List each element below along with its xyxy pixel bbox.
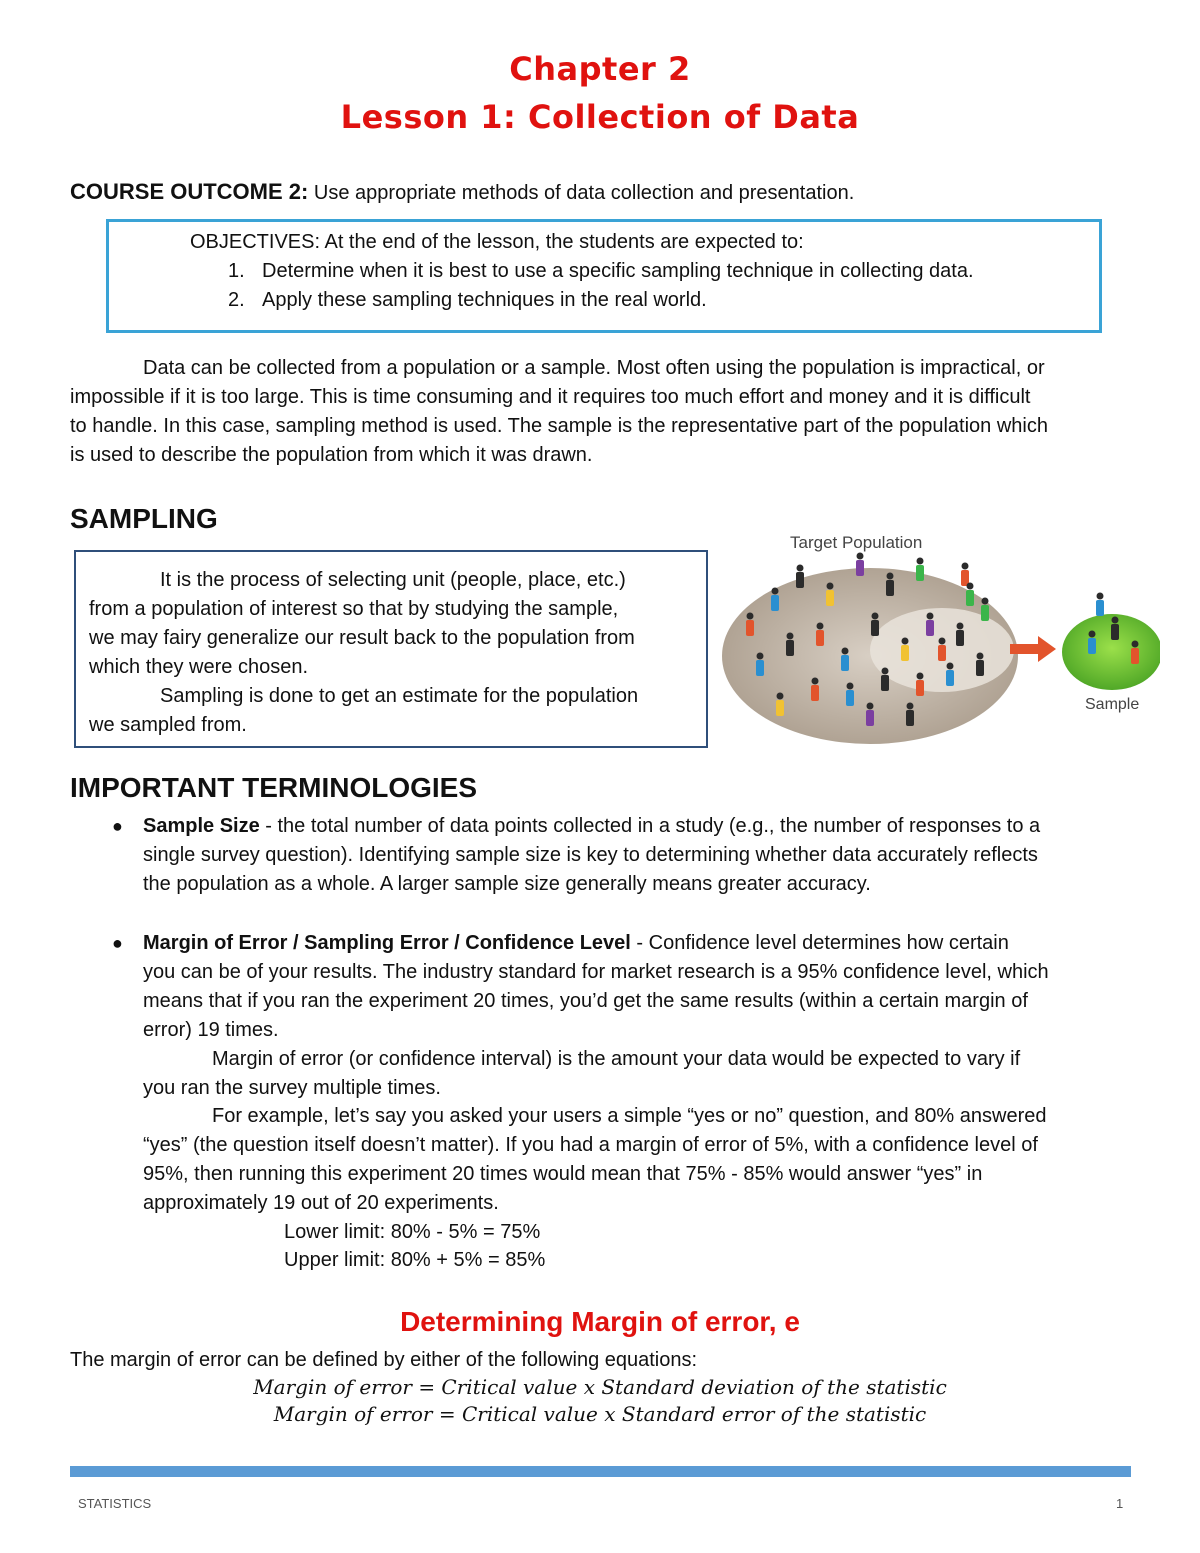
term-line: you ran the survey multiple times. xyxy=(143,1077,441,1099)
person-figure xyxy=(881,675,889,691)
person-head xyxy=(957,623,964,630)
person-figure xyxy=(1088,638,1096,654)
sampling-line: which they were chosen. xyxy=(89,656,309,678)
sample-size-def: - the total number of data points collected in a study (e.g., the number of responses to a xyxy=(259,815,1041,837)
person-head xyxy=(812,678,819,685)
person-head xyxy=(902,638,909,645)
margin-term: Margin of Error / Sampling Error / Confidence Level xyxy=(143,932,631,954)
bullet-icon: ● xyxy=(112,933,123,953)
person-figure xyxy=(1111,624,1119,640)
person-head xyxy=(772,588,779,595)
objective-number: 1. xyxy=(228,260,245,282)
objective-number: 2. xyxy=(228,289,245,311)
person-head xyxy=(977,653,984,660)
sampling-line: It is the process of selecting unit (people, place, etc.) xyxy=(160,569,626,591)
person-head xyxy=(982,598,989,605)
person-head xyxy=(1097,593,1104,600)
term-line: “yes” (the question itself doesn’t matter). If you had a margin of error of 5%, with a confidence level of xyxy=(143,1134,1038,1156)
lower-limit: Lower limit: 80% - 5% = 75% xyxy=(284,1221,541,1243)
person-head xyxy=(867,703,874,710)
lesson-title: Lesson 1: Collection of Data xyxy=(340,98,860,136)
person-head xyxy=(917,558,924,565)
person-head xyxy=(967,583,974,590)
person-head xyxy=(1132,641,1139,648)
term-line: 95%, then running this experiment 20 times would mean that 75% - 85% would answer “yes” in xyxy=(143,1163,983,1185)
person-head xyxy=(842,648,849,655)
sampling-heading: SAMPLING xyxy=(70,503,218,534)
objective-item: Determine when it is best to use a specific sampling technique in collecting data. xyxy=(262,260,974,282)
sampling-line: from a population of interest so that by studying the sample, xyxy=(89,598,619,620)
person-head xyxy=(857,553,864,560)
term-line: For example, let’s say you asked your users a simple “yes or no” question, and 80% answered xyxy=(212,1105,1047,1127)
objectives-intro: OBJECTIVES: At the end of the lesson, the students are expected to: xyxy=(190,231,804,253)
target-population-label: Target Population xyxy=(790,533,923,552)
person-figure xyxy=(746,620,754,636)
person-figure xyxy=(866,710,874,726)
person-figure xyxy=(916,565,924,581)
person-figure xyxy=(926,620,934,636)
chapter-title: Chapter 2 xyxy=(509,50,691,88)
person-figure xyxy=(816,630,824,646)
person-figure xyxy=(886,580,894,596)
term-line xyxy=(143,812,1040,841)
person-head xyxy=(887,573,894,580)
person-figure xyxy=(846,690,854,706)
term-line: single survey question). Identifying sample size is key to determining whether data accurately reflects xyxy=(143,844,1038,866)
sample-size-term: Sample Size xyxy=(143,815,260,837)
term-line: means that if you ran the experiment 20 times, you’d get the same results (within a certain margin of xyxy=(143,990,1028,1012)
person-figure xyxy=(856,560,864,576)
determining-heading: Determining Margin of error, e xyxy=(400,1306,800,1337)
person-figure xyxy=(826,590,834,606)
person-head xyxy=(882,668,889,675)
sampling-line: Sampling is done to get an estimate for the population xyxy=(160,685,639,707)
footer-label: STATISTICS xyxy=(78,1496,152,1511)
person-head xyxy=(962,563,969,570)
person-figure xyxy=(901,645,909,661)
term-line xyxy=(143,929,1009,958)
sampling-line: we sampled from. xyxy=(89,714,247,736)
person-figure xyxy=(1096,600,1104,616)
person-figure xyxy=(966,590,974,606)
person-figure xyxy=(956,630,964,646)
person-head xyxy=(939,638,946,645)
person-figure xyxy=(771,595,779,611)
person-figure xyxy=(916,680,924,696)
person-head xyxy=(757,653,764,660)
determining-intro: The margin of error can be defined by either of the following equations: xyxy=(70,1349,698,1371)
sample-ellipse xyxy=(1062,614,1160,690)
person-head xyxy=(1112,617,1119,624)
terminologies-heading: IMPORTANT TERMINOLOGIES xyxy=(70,772,478,803)
person-head xyxy=(1089,631,1096,638)
course-outcome-label: COURSE OUTCOME 2: xyxy=(70,179,309,204)
person-head xyxy=(817,623,824,630)
equation-1: Margin of error = Critical value x Standard deviation of the statistic xyxy=(253,1375,947,1399)
margin-def: - Confidence level determines how certain xyxy=(630,932,1009,954)
footer-bar xyxy=(70,1466,1131,1477)
course-outcome-text: Use appropriate methods of data collection and presentation. xyxy=(308,182,855,204)
bullet-icon: ● xyxy=(112,816,123,836)
person-figure xyxy=(776,700,784,716)
person-figure xyxy=(756,660,764,676)
person-figure xyxy=(871,620,879,636)
person-figure xyxy=(976,660,984,676)
person-head xyxy=(847,683,854,690)
person-head xyxy=(947,663,954,670)
person-head xyxy=(777,693,784,700)
person-figure xyxy=(906,710,914,726)
paragraph-line: to handle. In this case, sampling method is used. The sample is the representative part of the population which xyxy=(70,415,1048,437)
sampling-line: we may fairy generalize our result back to the population from xyxy=(89,627,635,649)
person-head xyxy=(927,613,934,620)
paragraph-line: Data can be collected from a population or a sample. Most often using the population is impractical, or xyxy=(143,357,1045,379)
page-number: 1 xyxy=(1116,1496,1124,1511)
person-figure xyxy=(1131,648,1139,664)
term-line: approximately 19 out of 20 experiments. xyxy=(143,1192,499,1214)
person-figure xyxy=(786,640,794,656)
paragraph-line: is used to describe the population from which it was drawn. xyxy=(70,444,593,466)
person-figure xyxy=(841,655,849,671)
person-figure xyxy=(981,605,989,621)
paragraph-line: impossible if it is too large. This is time consuming and it requires too much effort and money and it is difficult xyxy=(70,386,1031,408)
term-line: Margin of error (or confidence interval) is the amount your data would be expected to vary if xyxy=(212,1048,1021,1070)
term-line: error) 19 times. xyxy=(143,1019,279,1041)
person-figure xyxy=(946,670,954,686)
objective-item: Apply these sampling techniques in the real world. xyxy=(262,289,707,311)
equation-2: Margin of error = Critical value x Standard error of the statistic xyxy=(273,1402,927,1426)
sampling-illustration xyxy=(720,528,1160,758)
person-head xyxy=(907,703,914,710)
course-outcome xyxy=(70,177,854,208)
person-head xyxy=(787,633,794,640)
person-head xyxy=(797,565,804,572)
term-line: the population as a whole. A larger sample size generally means greater accuracy. xyxy=(143,873,871,895)
person-head xyxy=(827,583,834,590)
arrow-icon xyxy=(1038,636,1056,662)
person-figure xyxy=(811,685,819,701)
person-head xyxy=(872,613,879,620)
person-head xyxy=(747,613,754,620)
person-head xyxy=(917,673,924,680)
person-figure xyxy=(938,645,946,661)
sample-label: Sample xyxy=(1085,696,1140,713)
person-figure xyxy=(796,572,804,588)
term-line: you can be of your results. The industry standard for market research is a 95% confidence level, which xyxy=(143,961,1049,983)
upper-limit: Upper limit: 80% + 5% = 85% xyxy=(284,1249,546,1271)
